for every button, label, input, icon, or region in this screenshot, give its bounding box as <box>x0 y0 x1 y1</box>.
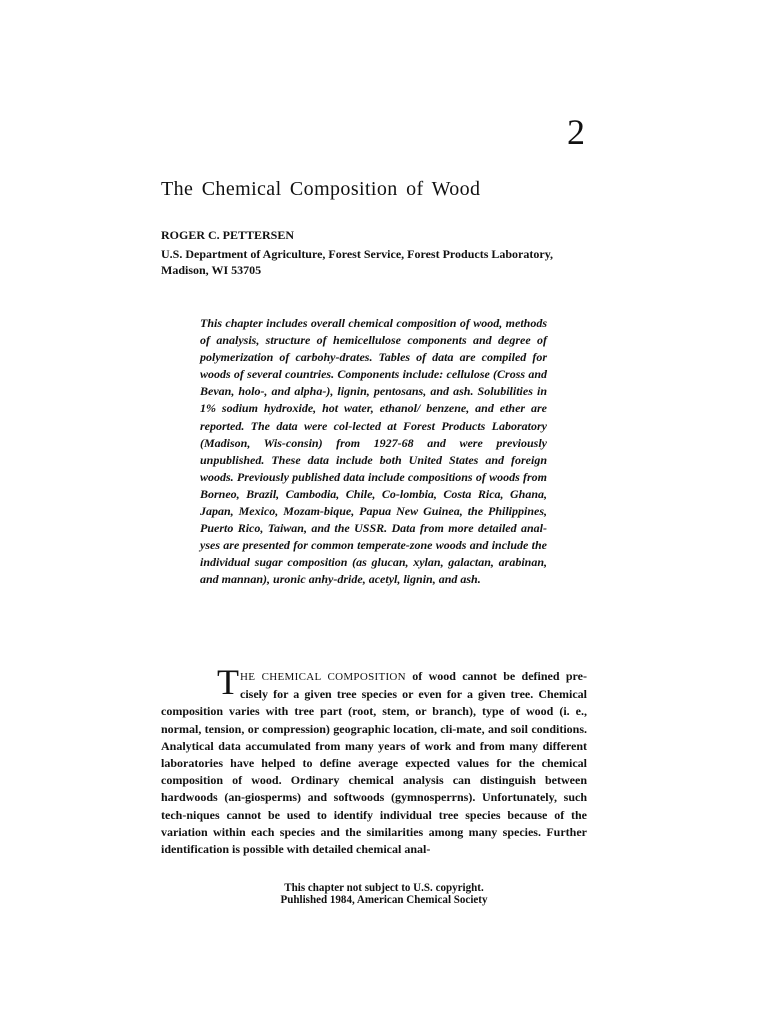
footer-line-published: Puhlished 1984, American Chemical Society <box>280 892 488 906</box>
chapter-title: The Chemical Composition of Wood <box>161 178 481 200</box>
author-name: ROGER C. PETTERSEN <box>161 228 295 242</box>
body-paragraph <box>161 662 587 858</box>
copyright-footer <box>161 881 607 905</box>
body-text: of wood cannot be defined pre-cisely for a given tree species or even for a given tree. Chemical composition varies with tree part (root, stem, or branch), type of wood (i. e., normal, tension, or compression) geographic location, cli-mate, and soil conditions. Analytical data accumulated from many years of work and from many different laboratories have helped to define average expected values for the chemical composition of wood. Ordinary chemical analysis can distinguish between hardwoods (an-giosperms) and softwoods (gymnosperrns). Unfortunately, such tech-niques cannot be used to identify individual tree species because of the variation within each species and the similarities among many species. Further identification is possible with detailed chemical anal- <box>161 669 587 857</box>
drop-cap: T <box>217 662 239 702</box>
chapter-abstract: This chapter includes overall chemical composition of wood, methods of analysis, structure of hemicellulose components and degree of polymerization of carbohy-drates. Tables of data are compiled for woods of several countries. Components include: cellulose (Cross and Bevan, holo-, and alpha-), lignin, pentosans, and ash. Solubilities in 1% sodium hydroxide, hot water, ethanol/ benzene, and ether are reported. The data were col-lected at Forest Products Laboratory (Madison, Wis-consin) from 1927-68 and were previously unpublished. These data include both United States and foreign woods. Previously published data include compositions of woods from Borneo, Brazil, Cambodia, Chile, Co-lombia, Costa Rica, Ghana, Japan, Mexico, Mozam-bique, Papua New Guinea, the Philippines, Puerto Rico, Taiwan, and the USSR. Data from more detailed anal-yses are presented for common temperate-zone woods and include the individual sugar composition (as glucan, xylan, galactan, arabinan, and mannan), uronic anhy-dride, acetyl, lignin, and ash. <box>200 316 547 587</box>
chapter-number: 2 <box>567 112 585 152</box>
lead-in-small-caps: HE CHEMICAL COMPOSITION <box>240 671 406 683</box>
author-affiliation: U.S. Department of Agriculture, Forest Service, Forest Products Laboratory, Madison, WI 53705 <box>161 247 554 277</box>
footer-line-copyright: This chapter not subject to U.S. copyright. <box>284 880 484 894</box>
